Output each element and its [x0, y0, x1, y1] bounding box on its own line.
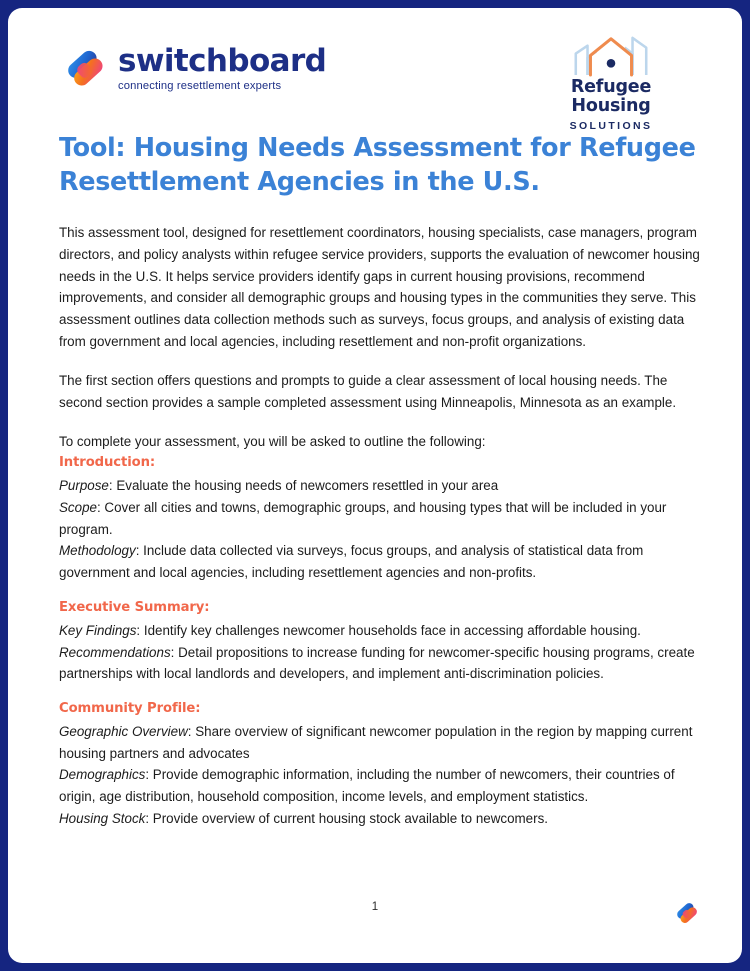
section-item — [59, 497, 700, 541]
document-body — [59, 222, 700, 830]
document-footer — [8, 899, 742, 933]
section-item — [59, 764, 700, 808]
page-content — [53, 28, 700, 843]
section-item — [59, 721, 700, 765]
outline-section — [59, 698, 700, 830]
refugee-housing-solutions-logo — [536, 32, 686, 132]
section-item-text: : Share overview of significant newcomer population in the region by mapping current housing partners and advocates — [59, 723, 693, 761]
page-number: 1 — [371, 901, 379, 913]
outline-section — [59, 597, 700, 685]
section-item — [59, 642, 700, 686]
refugee-housing-name: Refugee Housing — [570, 77, 652, 117]
section-heading: Introduction: — [59, 455, 156, 471]
section-item-text: : Identify key challenges newcomer households face in accessing affordable housing. — [136, 622, 641, 638]
section-item-term: Methodology — [59, 543, 136, 559]
refugee-housing-subtitle: SOLUTIONS — [569, 119, 653, 132]
intro-paragraphs — [59, 222, 700, 453]
section-item-term: Geographic Overview — [59, 723, 188, 739]
section-item-text: : Evaluate the housing needs of newcomers resettled in your area — [108, 477, 499, 493]
intro-paragraph: The first section offers questions and prompts to guide a clear assessment of local housing needs. The second section provides a sample completed assessment using Minneapolis, Minnesota as an example. — [59, 372, 677, 410]
outline-section — [59, 452, 700, 584]
outline-sections — [59, 452, 700, 830]
section-heading: Executive Summary: — [59, 600, 210, 616]
intro-paragraph: This assessment tool, designed for resettlement coordinators, housing specialists, case managers, program directors, and policy analysts within refugee service providers, supports the evaluation of newcomer housing needs in the U.S. It helps service providers identify gaps in current housing provisions, recommend improvements, and consider all demographic groups and housing types in the communities they serve. This assessment outlines data collection methods such as surveys, focus groups, and analysis of existing data from government and local agencies, including resettlement and non-profit organizations. — [59, 224, 700, 350]
section-item — [59, 808, 700, 830]
section-item — [59, 620, 700, 642]
section-item-term: Purpose — [59, 477, 109, 493]
switchboard-wordmark: switchboard — [118, 43, 327, 79]
switchboard-wordmark-block — [118, 44, 326, 92]
page-canvas — [8, 8, 742, 963]
section-item-term: Key Findings — [59, 622, 137, 638]
intro-paragraph: To complete your assessment, you will be asked to outline the following: — [59, 433, 486, 449]
section-item-term: Recommendations — [59, 644, 171, 660]
section-item-text: : Include data collected via surveys, focus groups, and analysis of statistical data from government and local agencies, including resettlement agencies and non-profits. — [59, 543, 644, 581]
switchboard-tagline: connecting resettlement experts — [118, 80, 282, 92]
page-title: Tool: Housing Needs Assessment for Refugee Resettlement Agencies in the U.S. — [59, 133, 696, 197]
section-item-text: : Provide demographic information, including the number of newcomers, their countries of origin, age distribution, household composition, income levels, and employment statistics. — [59, 767, 675, 805]
section-item-text: : Cover all cities and towns, demographic groups, and housing types that will be included in your program. — [59, 499, 667, 537]
document-header — [53, 28, 700, 132]
switchboard-bolt-icon — [63, 44, 107, 92]
section-item-text: : Detail propositions to increase funding for newcomer-specific housing programs, create partnerships with local landlords and developers, and implement anti-discrimination policies. — [59, 644, 695, 682]
section-item — [59, 475, 700, 497]
switchboard-logo — [63, 44, 326, 92]
house-outline-icon — [563, 32, 659, 77]
section-item-term: Housing Stock — [59, 811, 146, 827]
section-item — [59, 540, 700, 584]
section-item-term: Scope — [59, 499, 97, 515]
footer-switchboard-icon — [674, 899, 700, 927]
section-item-text: : Provide overview of current housing stock available to newcomers. — [145, 811, 548, 827]
section-heading: Community Profile: — [59, 701, 201, 717]
section-item-term: Demographics — [59, 767, 146, 783]
